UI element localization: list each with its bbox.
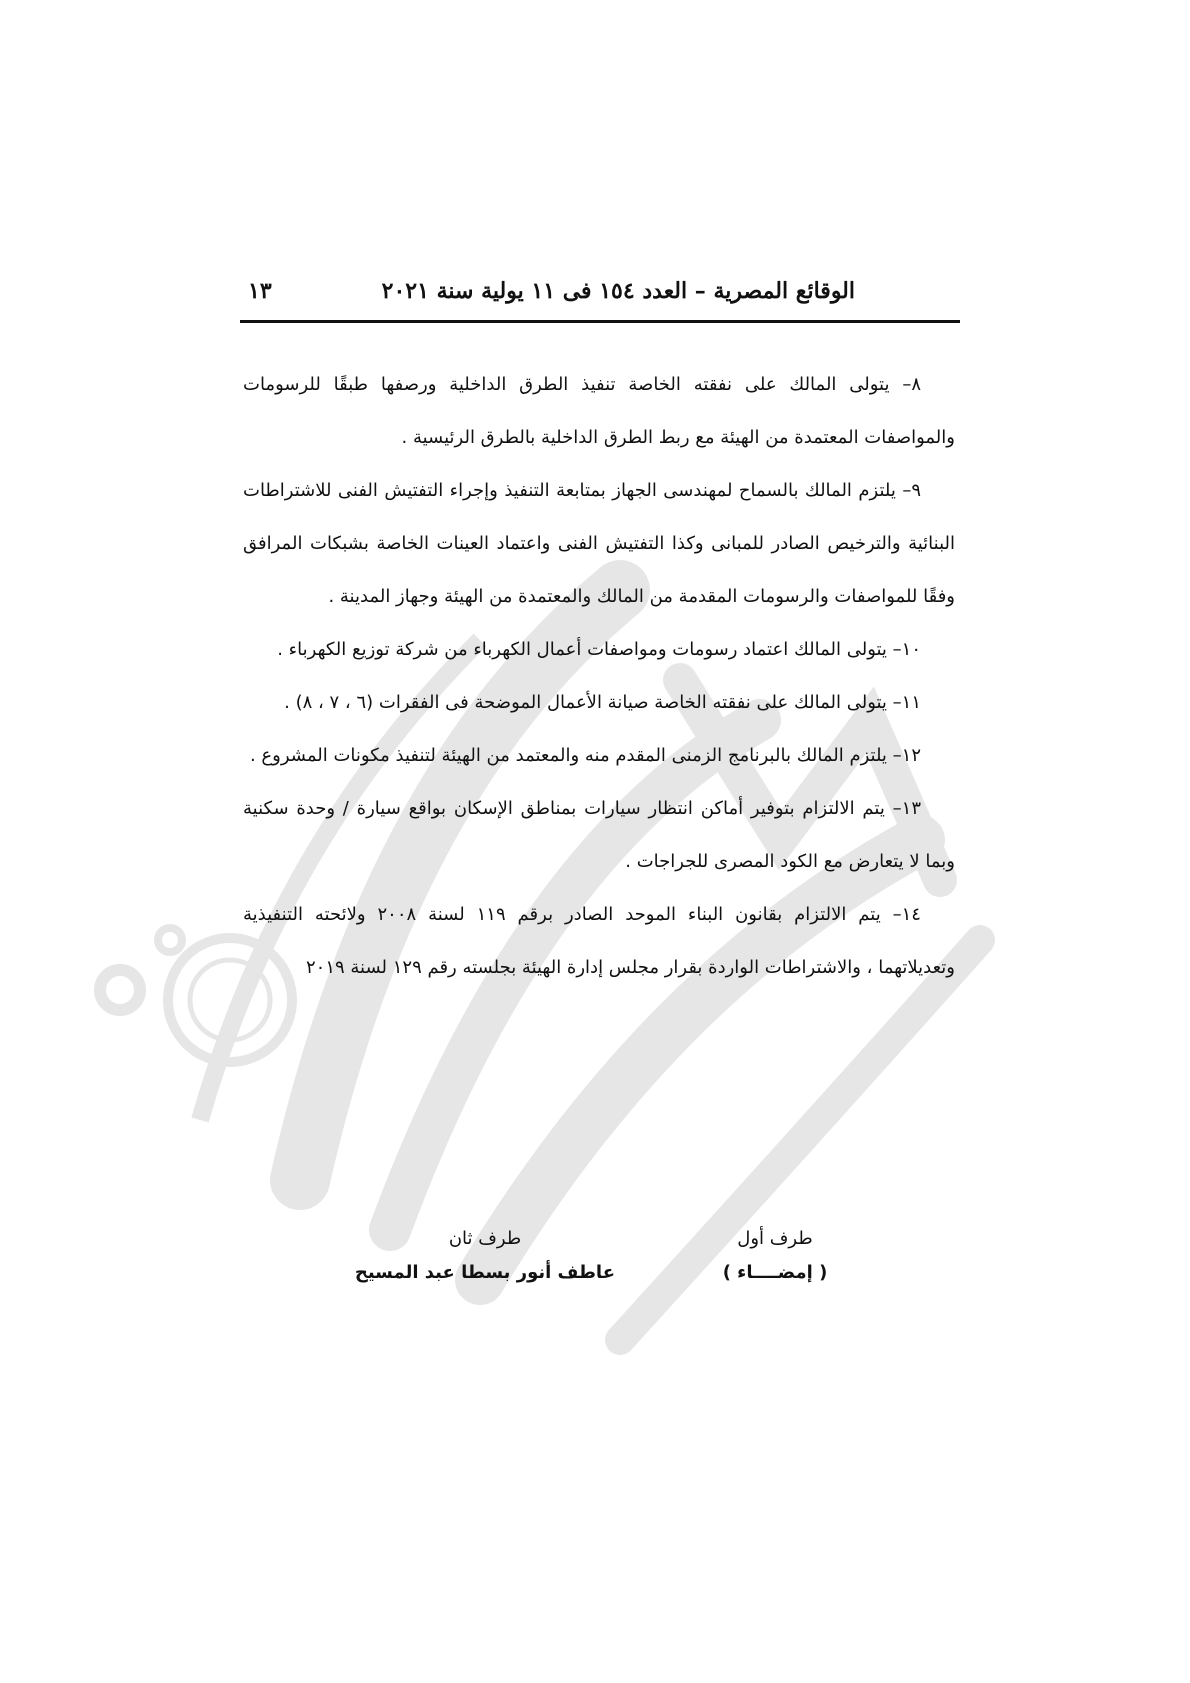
page-number: ١٣: [248, 278, 272, 304]
gazette-title: الوقائع المصرية – العدد ١٥٤ فى ١١ يولية سنة ٢٠٢١: [381, 278, 855, 304]
clause-11: ١١– يتولى المالك على نفقته الخاصة صيانة الأعمال الموضحة فى الفقرات (٦ ، ٧ ، ٨) .: [284, 692, 921, 713]
page-header: [240, 268, 960, 328]
first-party-label: طرف أول: [737, 1228, 813, 1249]
clauses-body: [243, 358, 955, 994]
first-party-signature: ( إمضــــاء ): [722, 1262, 828, 1283]
clause-8: ٨– يتولى المالك على نفقته الخاصة تنفيذ الطرق الداخلية ورصفها طبقًا للرسومات والمواصفات المعتمدة من الهيئة مع ربط الطرق الداخلية بالطرق الرئيسية .: [243, 374, 955, 448]
clause-14: ١٤– يتم الالتزام بقانون البناء الموحد الصادر برقم ١١٩ لسنة ٢٠٠٨ ولائحته التنفيذية وتعديلاتهما ، والاشتراطات الواردة بقرار مجلس إدارة الهيئة بجلسته رقم ١٢٩ لسنة ٢٠١٩: [243, 904, 955, 978]
clause-10: ١٠– يتولى المالك اعتماد رسومات ومواصفات أعمال الكهرباء من شركة توزيع الكهرباء .: [277, 639, 921, 660]
second-party-signature: عاطف أنور بسطا عبد المسيح: [354, 1262, 615, 1283]
second-party: [355, 1222, 615, 1290]
clause-9: ٩– يلتزم المالك بالسماح لمهندسى الجهاز بمتابعة التنفيذ وإجراء التفتيش الفنى للاشتراطات البنائية والترخيص الصادر للمبانى وكذا التفتيش الفنى واعتماد العينات الخاصة بشبكات المرافق وفقًا للمواصفات والرسومات المقدمة من المالك والمعتمدة من الهيئة وجهاز المدينة .: [243, 480, 955, 607]
first-party: [645, 1222, 905, 1290]
second-party-label: طرف ثان: [448, 1228, 522, 1249]
header-divider: [240, 320, 960, 323]
signature-block: [243, 1222, 955, 1312]
clause-12: ١٢– يلتزم المالك بالبرنامج الزمنى المقدم منه والمعتمد من الهيئة لتنفيذ مكونات المشروع .: [249, 745, 921, 766]
clause-13: ١٣– يتم الالتزام بتوفير أماكن انتظار سيارات بمناطق الإسكان بواقع سيارة / وحدة سكنية وبما لا يتعارض مع الكود المصرى للجراجات .: [243, 798, 955, 872]
